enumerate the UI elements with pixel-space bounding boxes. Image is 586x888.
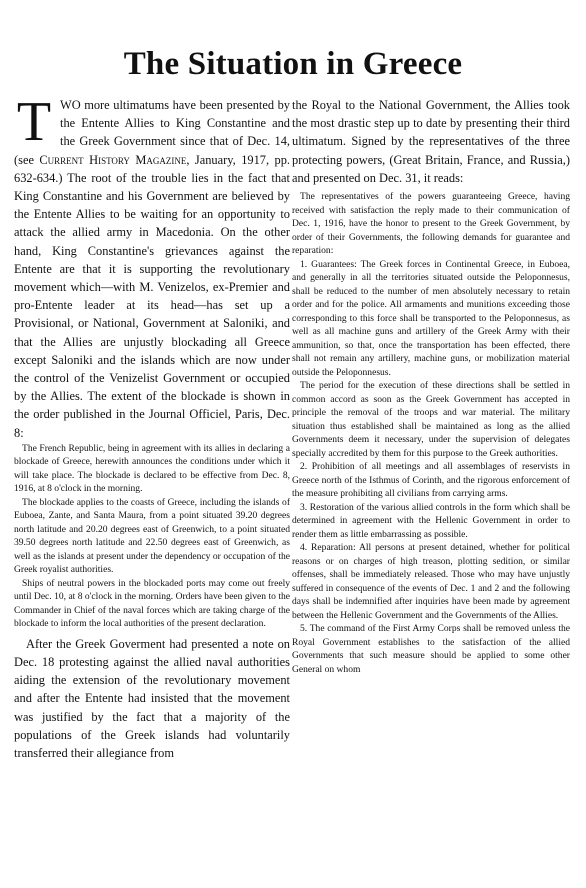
blockade-quote-1: The French Republic, being in agreement with its allies in declaring a blockade of Greece, herewith announces the conditions under which it will take place. The blockade is declared to be effective from Dec. 8, 1916, at 8 o'clock in the morning. [14, 442, 290, 495]
ultimatum-period: The period for the execution of these directions shall be settled in common accord as soon as the Greek Government has accepted in principle the removal of the troops and war material. The military situation thus established shall be maintained as long as the allied Governments deem it necessary, under the supervision of delegates specially accredited by them for this purpose to the Greek authorities. [292, 380, 570, 459]
ultimatum-item-2: 2. Prohibition of all meetings and all assemblages of reservists in Greece north of the Isthmus of Corinth, and the rigorous enforcement of the measure prohibiting all civilians from carrying arms. [292, 461, 570, 500]
ultimatum-item-1: 1. Guarantees: The Greek forces in Continental Greece, in Euboea, and generally in all the territories situated outside the Peloponnesus, shall be reduced to the number of men absolutely necessary to retain order and for the police. All armaments and munitions exceeding those corresponding to this force shall be transported to the Peloponnesus, as well as all machine guns and artillery of the Greek Army with their ammunition, so that, once the transportation has been effected, there shall not remain any artillery, machine guns, or mobilization material outside the Peloponnesus. [292, 258, 570, 378]
ultimatum-item-3: 3. Restoration of the various allied controls in the form which shall be determined in agreement with the Hellenic Government in order to render them as little embarrassing as possible. [292, 501, 570, 540]
intro-paragraph [14, 96, 290, 442]
right-column [292, 96, 570, 881]
body-paragraph-2: After the Greek Goverment had presented a note on Dec. 18 protesting against the allied naval authorities aiding the extension of the revolutionary movement and after the Entente had insisted that the movement was justified by the fact that a majority of the populations of the Greek islands had voluntarily transferred their allegiance from [14, 636, 290, 761]
left-column [14, 96, 290, 881]
intro-text-1: WO more ultimatums have been presented by the Entente Allies to King Constantine and the Greek Government since that of Dec. 14, (see [14, 98, 290, 167]
blockade-quote-2: The blockade applies to the coasts of Greece, including the islands of Euboea, Zante, and Santa Maura, from a point situated 39.20 degrees north latitude and 20.20 degrees east of Greenwich, to a point situated 39.50 degrees north latitude and 22.50 degrees east of Greenwich, as well as the islands at present under the dependency or occupation of the Greek royalist authorities. [14, 496, 290, 576]
ultimatum-item-5: 5. The command of the First Army Corps shall be removed unless the Royal Government establishes to the satisfaction of the allied Governments that such measure should be applied to some other General on whom [292, 623, 570, 675]
ultimatum-item-4: 4. Reparation: All persons at present detained, whether for political reasons or on charges of high treason, plotting sedition, or similar offenses, shall be immediately released. Those who may have unjustly suffered in consequence of the events of Dec. 1 and 2 and the following days shall be indemnified after inquiries have been made by agreement between the Hellenic Government and the Governments of the Allies. [292, 542, 570, 621]
intro-text-2: , January, 1917, pp. 632-634.) The root of the trouble lies in the fact that King Constantine and his Government are believed by the Entente Allies to be waiting for an opportunity to attack the allied army in Macedonia. On the other hand, King Constantine's grievances against the Entente are that it is supporting the revolutionary movement which—with M. Venizelos, ex-Premier and pro-Entente leader at its head—has set up a Provisional, or National, Government at Saloniki, and that the Allies are unjustly blockading all Greece except Saloniki and the islands which are now under the control of the Venizelist Government or occupied by the Allies. The extent of the blockade is shown in the order published in the Journal Officiel, Paris, Dec. 8: [14, 152, 290, 440]
blockade-quote-3: Ships of neutral powers in the blockaded ports may come out freely until Dec. 10, at 8 o'clock in the morning. Orders have been given to the Commander in Chief of the naval forces which are taking charge of the blockade to inform the local authorities of the present declaration. [14, 577, 290, 630]
article-title: The Situation in Greece [123, 46, 463, 82]
magazine-name: Current History Magazine [39, 152, 187, 167]
ultimatum-intro: The representatives of the powers guaranteeing Greece, having received with satisfaction the reply made to their communication of Dec. 1, 1916, have the honor to present to the Greek Government, by order of their Governments, the following demands for guarantee and reparation: [292, 191, 570, 257]
drop-cap: T [16, 96, 52, 153]
body-continuation: the Royal to the National Government, the Allies took the most drastic step up to date by presenting their third ultimatum. Signed by the representatives of the three protecting powers, (Great Britain, France, and Russia,) and presented on Dec. 31, it reads: [292, 98, 570, 185]
